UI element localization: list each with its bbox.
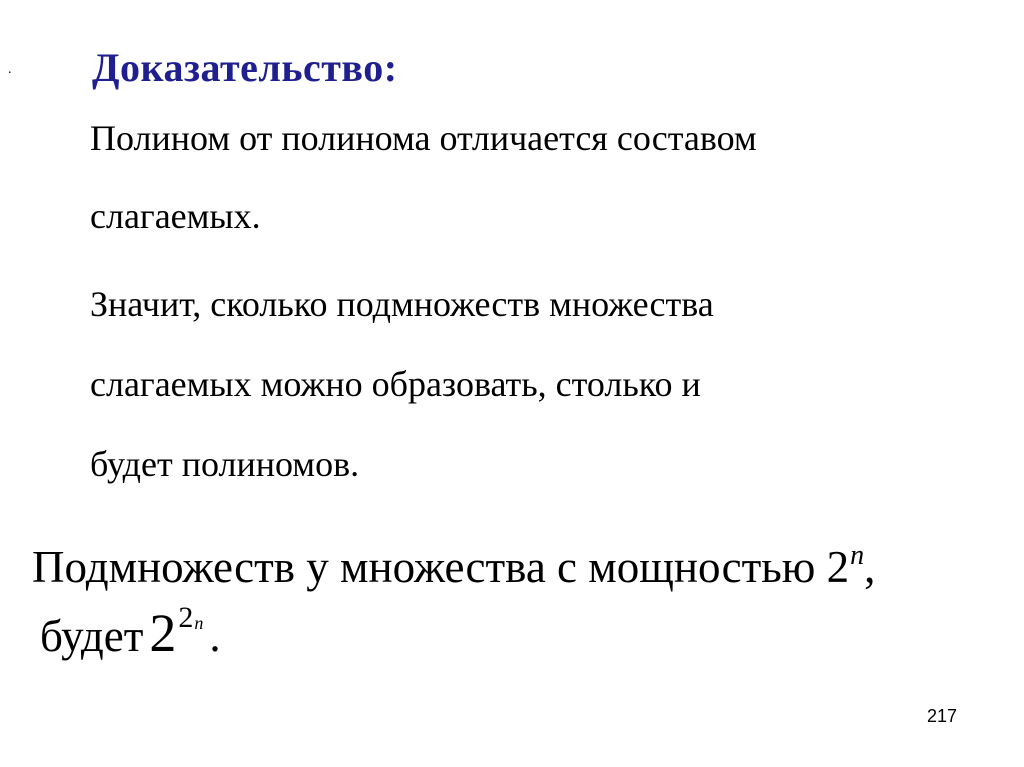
page-number: 217 [927, 706, 958, 726]
conclusion-period: . [209, 611, 221, 661]
body-line: слагаемых. [90, 196, 261, 236]
slide-heading: Доказательство: [92, 45, 398, 90]
corner-dot: . [8, 62, 12, 77]
power-exponent-base: 2 [178, 601, 194, 634]
body-line: Значит, сколько подмножеств множества [90, 284, 714, 324]
body-line: слагаемых можно образовать, столько и [90, 364, 701, 404]
exponent-n: n [850, 540, 865, 571]
conclusion-text: Подмножеств у множества с мощностью 2 [32, 542, 850, 592]
conclusion-line-2 [40, 601, 221, 670]
conclusion-comma: , [864, 542, 876, 592]
power-base: 2 [149, 603, 177, 663]
body-line: будет полиномов. [90, 444, 360, 484]
body-line: Полином от полинома отличается составом [90, 118, 757, 158]
conclusion-line-1 [32, 542, 875, 599]
power-exponent-n: n [194, 613, 204, 633]
conclusion-text: будет [40, 611, 144, 661]
